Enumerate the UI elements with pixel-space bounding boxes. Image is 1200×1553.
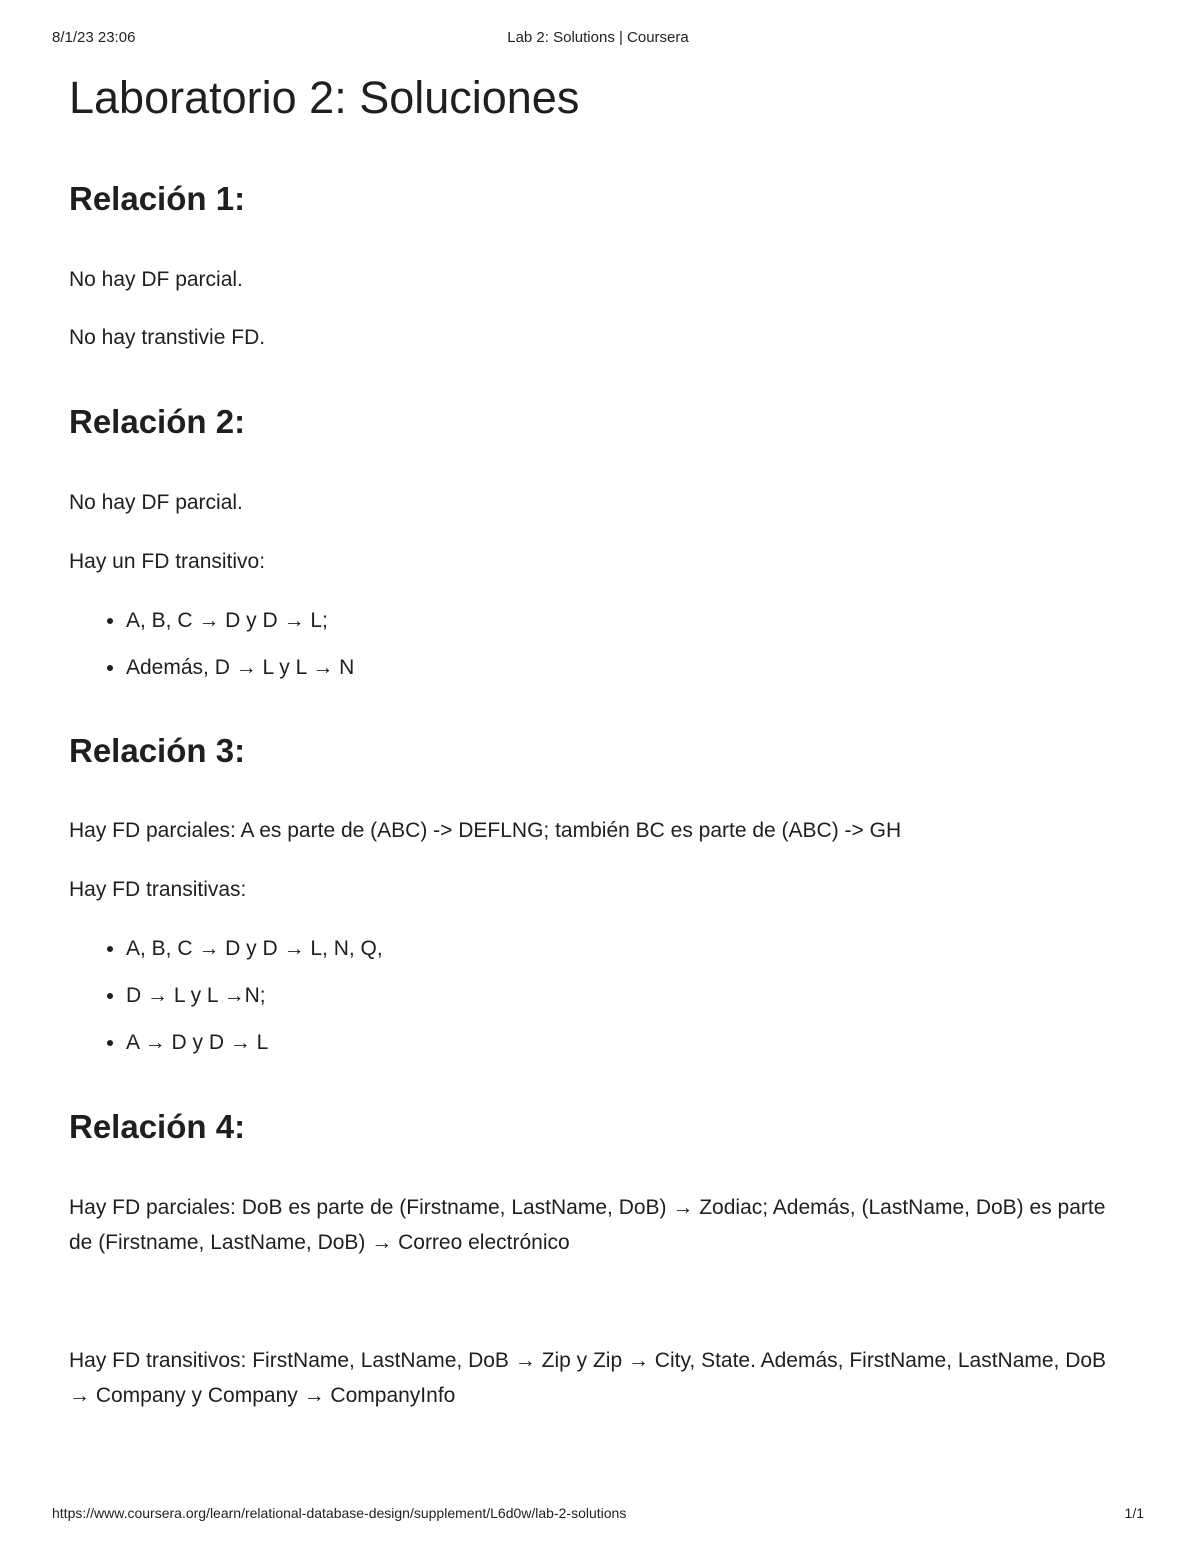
paragraph: Hay un FD transitivo: [69,550,266,573]
section-relacion-4 [69,1106,1129,1413]
bullet-list [69,603,1129,685]
section-heading: Relación 4: [69,1108,246,1145]
list-item: • Además, D → L y L → N [126,650,1129,685]
print-header [52,29,1144,49]
section-relacion-2 [69,401,1129,685]
paragraph: Hay FD transitivos: FirstName, LastName, DoB → Zip y Zip → City, State. Además, FirstName, LastName, DoB → Company y Company → CompanyInfo [69,1349,1107,1407]
section-heading: Relación 1: [69,180,246,217]
page-number: 1/1 [1124,1505,1144,1521]
print-datetime: 8/1/23 23:06 [52,29,136,46]
list-item: • A, B, C → D y D → L; [126,603,1129,638]
paragraph: No hay DF parcial. [69,268,243,291]
section-heading: Relación 2: [69,403,246,440]
list-item: • A, B, C → D y D → L, N, Q, [126,931,1129,966]
paragraph: Hay FD parciales: DoB es parte de (Firstname, LastName, DoB) → Zodiac; Además, (LastName, DoB) es parte de (Firstname, LastName, DoB) → Correo electrónico [69,1196,1106,1254]
paragraph: Hay FD parciales: A es parte de (ABC) -> DEFLNG; también BC es parte de (ABC) -> GH [69,819,902,842]
page-url: https://www.coursera.org/learn/relational-database-design/supplement/L6d0w/lab-2-solutions [52,1505,627,1521]
section-relacion-1 [69,178,1129,355]
paragraph: Hay FD transitivas: [69,878,247,901]
paragraph: No hay DF parcial. [69,491,243,514]
section-heading: Relación 3: [69,732,246,769]
list-item: • D → L y L →N; [126,978,1129,1013]
section-relacion-3 [69,730,1129,1060]
page-title: Laboratorio 2: Soluciones [69,72,580,123]
list-item: • A → D y D → L [126,1025,1129,1060]
document-content [69,70,1129,1407]
paragraph: No hay transtivie FD. [69,326,266,349]
print-page-title: Lab 2: Solutions | Coursera [507,29,689,46]
bullet-list [69,931,1129,1060]
print-footer [52,1505,1144,1525]
